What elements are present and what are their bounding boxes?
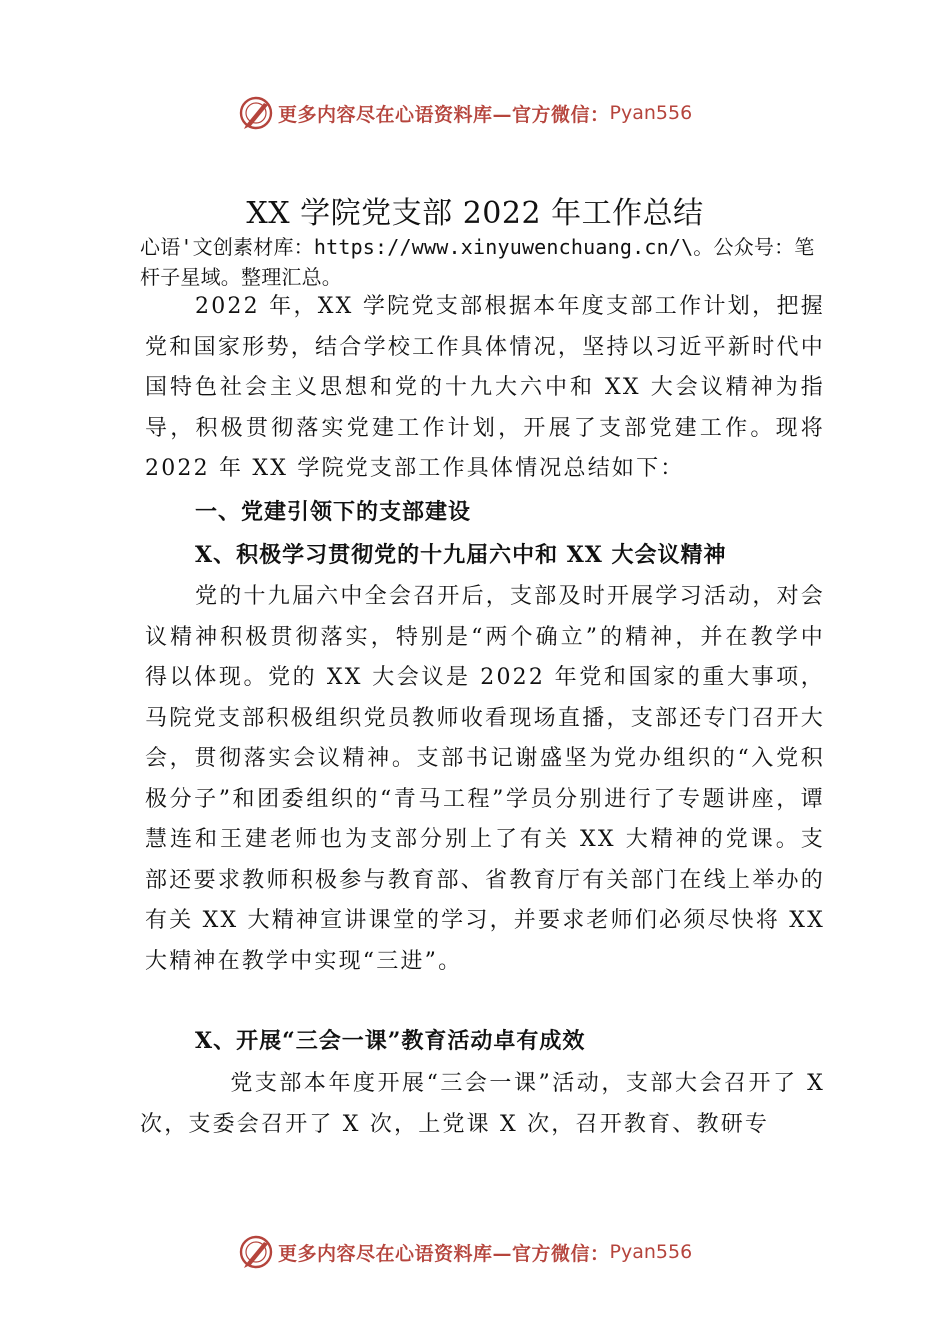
header-banner [238, 93, 758, 133]
pen-logo-icon [238, 1234, 274, 1270]
subsection-2-heading: X、开展“三会一课”教育活动卓有成效 [195, 1028, 586, 1054]
document-title: XX 学院党支部 2022 年工作总结 [246, 196, 704, 231]
banner-text: 更多内容尽在心语资料库—官方微信： [278, 1242, 610, 1265]
intro-text: 2022 年，XX 学院党支部根据本年度支部工作计划，把握党和国家形势，结合学校工作具体情况，坚持以习近平新时代中国特色社会主义思想和党的十九大六中和 XX 大会议精神为指导，积极贯彻落实党建工作计划，开展了支部党建工作。现将 2022 年 XX 学院党支部工作具体情况总结如下： [145, 294, 825, 481]
subsection-2-text: 党支部本年度开展“三会一课”活动，支部大会召开了 X 次，支委会召开了 X 次，上党课 X 次，召开教育、教研专 [140, 1071, 825, 1137]
subsection-1-text: 党的十九届六中全会召开后，支部及时开展学习活动，对会议精神积极贯彻落实，特别是“两个确立”的精神，并在教学中得以体现。党的 XX 大会议是 2022 年党和国家的重大事项，马院党支部积极组织党员教师收看现场直播，支部还专门召开大会，贯彻落实会议精神。支部书记谢盛坚为党办组织的“入党积极分子”和团委组织的“青马工程”学员分别进行了专题讲座，谭慧连和王建老师也为支部分别上了有关 XX 大精神的党课。支部还要求教师积极参与教育部、省教育厅有关部门在线上举办的有关 XX 大精神宣讲课堂的学习，并要求老师们必须尽快将 XX 大精神在教学中实现“三进”。 [145, 584, 825, 974]
intro-paragraph [145, 287, 825, 490]
footer-banner [238, 1232, 758, 1272]
banner-text: 更多内容尽在心语资料库—官方微信： [278, 103, 610, 126]
subsection-1-paragraph [145, 577, 825, 982]
subsection-2-paragraph [140, 1064, 825, 1145]
source-line: 心语'文创素材库：https://www.xinyuwenchuang.cn/\。公众号：笔杆子星域。整理汇总。 [140, 235, 815, 289]
wechat-id: Pyan556 [609, 102, 693, 124]
section-1-heading: 一、党建引领下的支部建设 [195, 500, 472, 525]
pen-logo-icon [238, 95, 274, 131]
subsection-1-heading: X、积极学习贯彻党的十九届六中和 XX 大会议精神 [195, 542, 727, 568]
wechat-id: Pyan556 [609, 1241, 693, 1263]
